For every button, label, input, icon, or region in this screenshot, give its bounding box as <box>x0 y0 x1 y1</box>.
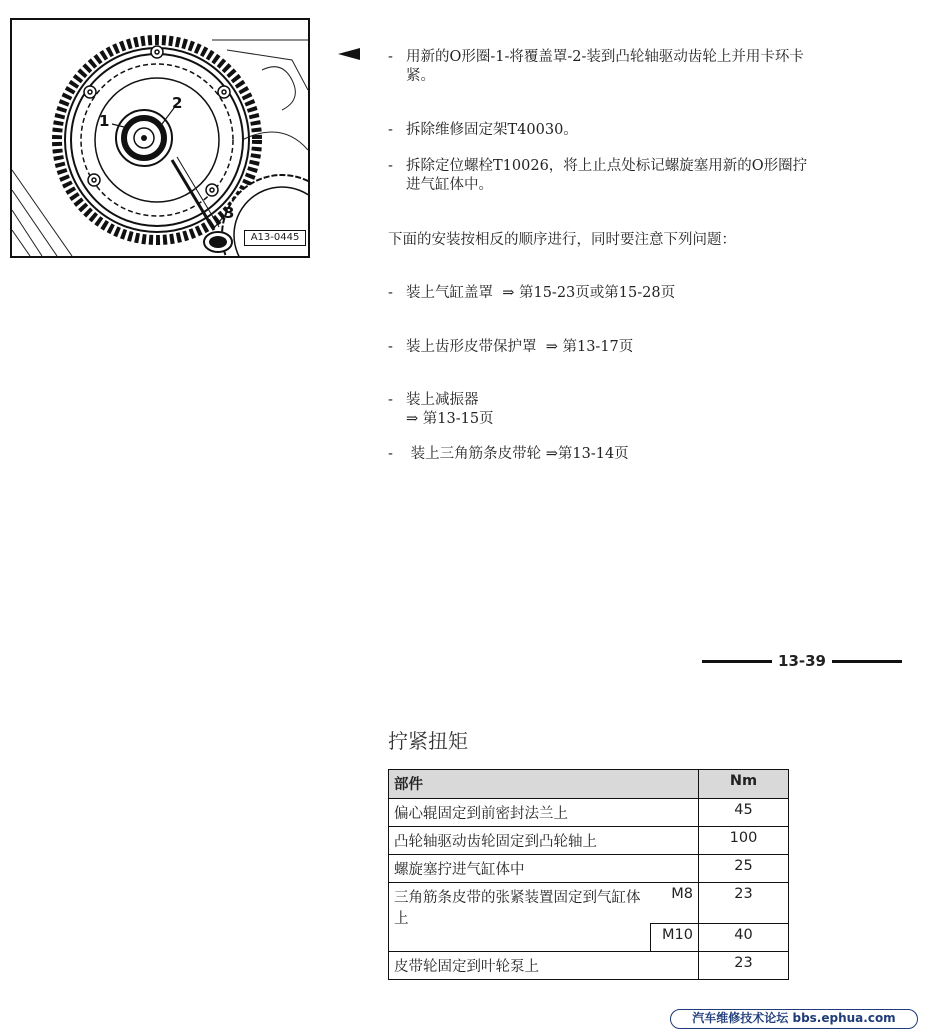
step-text: 用新的O形圈-1-将覆盖罩-2-装到凸轮轴驱动齿轮上并用卡环卡紧。 <box>406 49 804 84</box>
step-text: 拆除定位螺栓T10026，将上止点处标记螺旋塞用新的O形圈拧进气缸体中。 <box>406 158 808 193</box>
camshaft-gear-drawing <box>12 20 308 256</box>
step-text: 装上气缸盖罩 <box>406 285 493 301</box>
page-number: 13-39 <box>702 650 902 672</box>
callout-1: 1 <box>99 112 110 130</box>
torque-table <box>388 769 789 980</box>
page-reference-link[interactable]: ⇒第13-14页 <box>545 446 629 462</box>
install-step: - 装上齿形皮带保护罩 ⇒ 第13-17页 <box>388 339 634 355</box>
page-reference-link[interactable]: ⇒ 第13-15页 <box>406 411 494 427</box>
step-text: 装上减振器 <box>406 392 479 408</box>
table-header-row <box>389 770 789 799</box>
step-item: - 用新的O形圈-1-将覆盖罩-2-装到凸轮轴驱动齿轮上并用卡环卡紧。 <box>388 48 808 86</box>
header-part: 部件 <box>389 770 699 799</box>
table-row: M10 40 <box>389 924 789 952</box>
callout-3: 3 <box>224 204 235 222</box>
table-row: 皮带轮固定到叶轮泵上 23 <box>389 952 789 980</box>
step-item: - 拆除维修固定架T40030。 <box>388 121 808 140</box>
install-step: - 装上三角筋条皮带轮 ⇒第13-14页 <box>388 446 629 462</box>
engine-illustration <box>10 18 310 258</box>
install-step: - 装上气缸盖罩 ⇒ 第15-23页或第15-28页 <box>388 285 676 301</box>
forum-watermark: 汽车维修技术论坛 bbs.ephua.com <box>670 1009 918 1029</box>
step-text: 装上齿形皮带保护罩 <box>406 339 537 355</box>
figure-label: A13-0445 <box>244 230 306 246</box>
header-nm: Nm <box>699 770 789 799</box>
callout-2: 2 <box>172 94 183 112</box>
page-reference-link[interactable]: ⇒ 第13-17页 <box>545 339 634 355</box>
page-reference-link[interactable]: ⇒ 第15-23页或第15-28页 <box>502 285 676 301</box>
table-row: 三角筋条皮带的张紧装置固定到气缸体上 M8 23 <box>389 883 789 924</box>
table-row: 螺旋塞拧进气缸体中 25 <box>389 855 789 883</box>
step-text: 拆除维修固定架T40030。 <box>406 122 578 138</box>
pointer-arrow-icon <box>338 48 360 60</box>
step-text: 装上三角筋条皮带轮 <box>410 446 542 462</box>
table-row: 偏心辊固定到前密封法兰上 45 <box>389 799 789 827</box>
install-intro: 下面的安装按相反的顺序进行，同时要注意下列问题： <box>388 232 736 248</box>
install-step: - 装上减振器 ⇒ 第13-15页 <box>388 392 494 427</box>
table-row: 凸轮轴驱动齿轮固定到凸轮轴上 100 <box>389 827 789 855</box>
step-item: - 拆除定位螺栓T10026，将上止点处标记螺旋塞用新的O形圈拧进气缸体中。 <box>388 158 808 193</box>
torque-title: 拧紧扭矩 <box>388 729 468 753</box>
